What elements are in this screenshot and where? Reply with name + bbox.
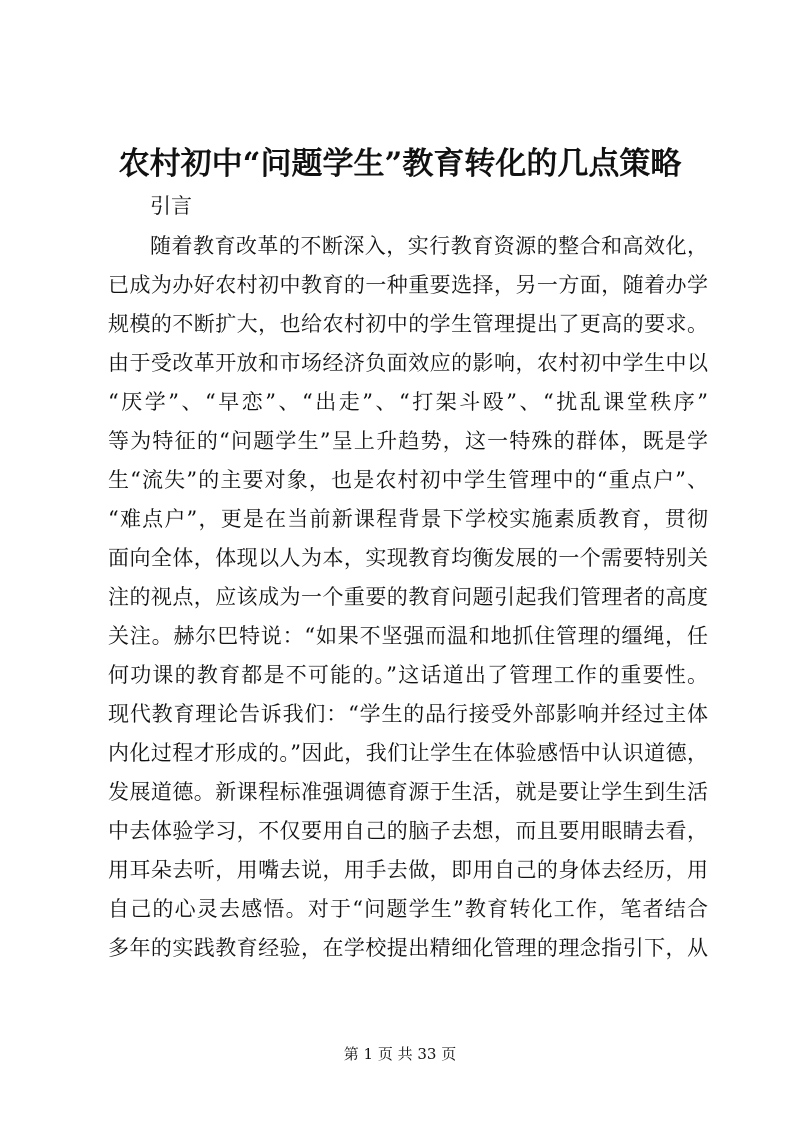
body-line: 生“流失”的主要对象，也是农村初中学生管理中的“重点户”、 xyxy=(108,468,708,492)
body-line: 自己的心灵去感悟。对于“问题学生”教育转化工作，笔者结合 xyxy=(108,897,708,921)
document-body xyxy=(108,227,708,968)
body-line: 面向全体，体现以人为本，实现教育均衡发展的一个需要特别关 xyxy=(108,546,708,570)
document-title: 农村初中“问题学生”教育转化的几点策略 xyxy=(118,146,682,182)
body-line: 现代教育理论告诉我们：“学生的品行接受外部影响并经过主体 xyxy=(108,702,708,726)
body-line: 内化过程才形成的。”因此，我们让学生在体验感悟中认识道德， xyxy=(108,741,708,765)
body-line: 发展道德。新课程标准强调德育源于生活，就是要让学生到生活 xyxy=(108,780,708,804)
body-line: 随着教育改革的不断深入，实行教育资源的整合和高效化， xyxy=(150,234,708,258)
body-line: 用耳朵去听，用嘴去说，用手去做，即用自己的身体去经历，用 xyxy=(108,858,708,882)
body-line: 关注。赫尔巴特说：“如果不坚强而温和地抓住管理的缰绳，任 xyxy=(108,624,708,648)
body-line: 由于受改革开放和市场经济负面效应的影响，农村初中学生中以 xyxy=(108,351,708,375)
body-line: 等为特征的“问题学生”呈上升趋势，这一特殊的群体，既是学 xyxy=(108,429,708,453)
body-line: 已成为办好农村初中教育的一种重要选择，另一方面，随着办学 xyxy=(108,273,708,297)
body-line: 注的视点，应该成为一个重要的教育问题引起我们管理者的高度 xyxy=(108,585,708,609)
body-line: 多年的实践教育经验，在学校提出精细化管理的理念指引下，从 xyxy=(108,936,708,960)
body-line: 中去体验学习，不仅要用自己的脑子去想，而且要用眼睛去看， xyxy=(108,819,708,843)
body-line: “厌学”、“早恋”、“出走”、“打架斗殴”、“扰乱课堂秩序” xyxy=(108,390,708,414)
body-line: 何功课的教育都是不可能的。”这话道出了管理工作的重要性。 xyxy=(108,663,708,687)
page-number-footer: 第 1 页 共 33 页 xyxy=(343,1045,457,1063)
body-line: “难点户”，更是在当前新课程背景下学校实施素质教育，贯彻 xyxy=(108,507,708,531)
section-heading: 引言 xyxy=(150,194,192,218)
body-line: 规模的不断扩大，也给农村初中的学生管理提出了更高的要求。 xyxy=(108,312,708,336)
